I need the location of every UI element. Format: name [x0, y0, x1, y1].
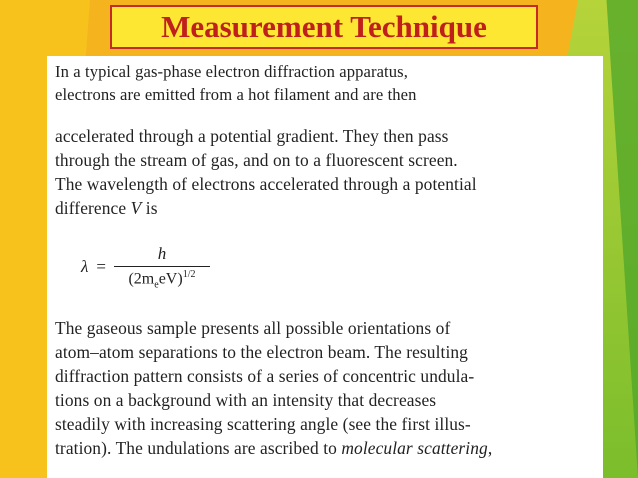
- den-post: eV): [158, 270, 183, 288]
- paragraph2-line: tration). The undulations are ascribed to molecular scattering,: [55, 438, 493, 458]
- title-box: [110, 5, 538, 49]
- text-panel: [47, 56, 603, 478]
- formula-fraction: [114, 244, 210, 291]
- paragraph2-line: diffraction pattern consists of a series of concentric undula-: [55, 366, 475, 386]
- paragraph1-line: In a typical gas-phase electron diffraction apparatus,: [55, 62, 408, 81]
- paragraph1-line: difference V is: [55, 198, 158, 218]
- slide-title: Measurement Technique: [161, 9, 487, 44]
- den-sub: e: [154, 279, 159, 291]
- formula-lhs: λ: [81, 257, 89, 277]
- formula-numerator: h: [157, 244, 167, 263]
- paragraph1-line: accelerated through a potential gradient. They then pass: [55, 126, 449, 146]
- paragraph2-line: tions on a background with an intensity that decreases: [55, 390, 437, 410]
- wavelength-formula: [81, 244, 210, 291]
- formula-denominator: [128, 267, 195, 291]
- den-sup: 1/2: [182, 269, 196, 280]
- paragraph2-line: atom–atom separations to the electron beam. The resulting: [55, 342, 468, 362]
- paragraph1-line: The wavelength of electrons accelerated through a potential: [55, 174, 477, 194]
- den-pre: (2m: [128, 270, 155, 288]
- paragraph2-line: steadily with increasing scattering angle (see the first illus-: [55, 414, 471, 434]
- paragraph1-line: electrons are emitted from a hot filament and are then: [55, 85, 417, 104]
- formula-equals: =: [96, 257, 106, 277]
- paragraph1-line: through the stream of gas, and on to a fluorescent screen.: [55, 150, 458, 170]
- paragraph2-line: The gaseous sample presents all possible orientations of: [55, 318, 451, 338]
